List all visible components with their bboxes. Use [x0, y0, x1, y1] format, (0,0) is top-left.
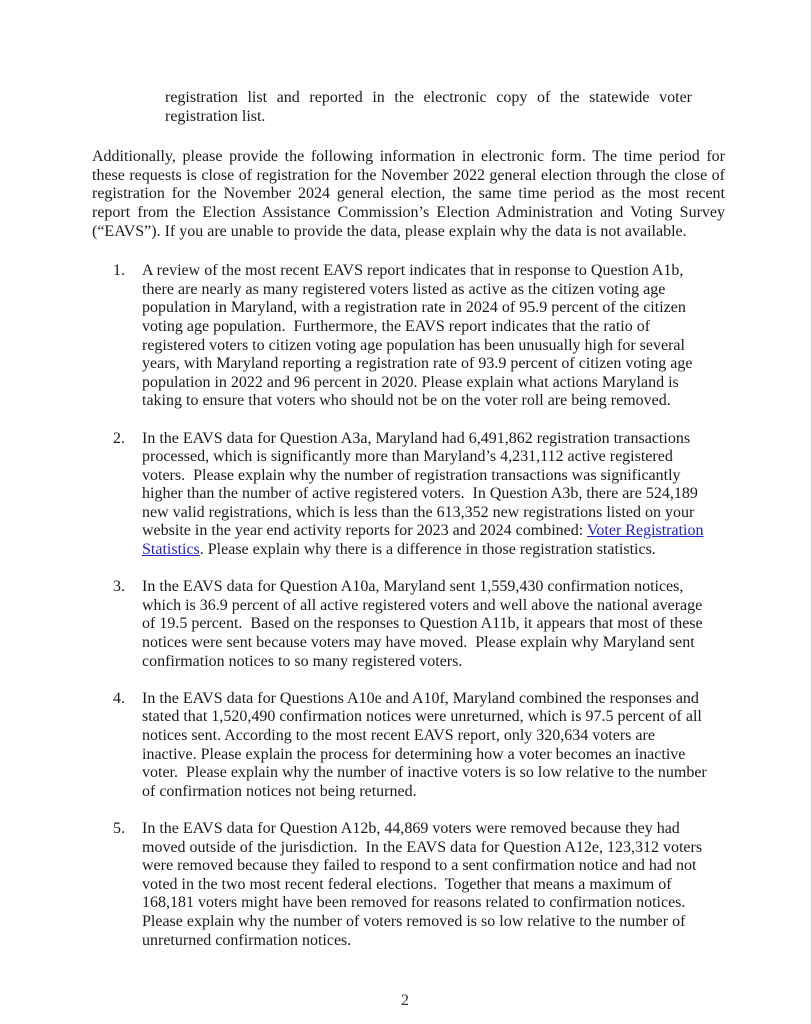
intro-paragraph: Additionally, please provide the following information in electronic form. The time period for these requests is close of registration for the November 2022 general election through the close of registration for the November 2024 general election, the same time period as the most recent report from the Election Assistance Commission’s Election Administration and Voting Survey (“EAVS”). If you are unable to provide the data, please explain why the data is not available. [92, 148, 725, 240]
list-item-3 [113, 578, 712, 671]
list-item-5-number: 5. [113, 819, 125, 837]
list-item-2-number: 2. [113, 429, 125, 447]
list-item-5 [113, 820, 712, 950]
request-list [113, 262, 712, 950]
list-item-2 [113, 430, 712, 560]
list-item-3-number: 3. [113, 578, 125, 596]
voter-registration-statistics-link[interactable]: Voter Registration Statistics [142, 522, 704, 559]
list-item-4-number: 4. [113, 689, 125, 707]
list-item-5-text: In the EAVS data for Question A12b, 44,869 voters were removed because they had moved outside of the jurisdiction. In the EAVS data for Question A12e, 123,312 voters were removed because they failed to respond to a sent confirmation notice and had not voted in the two most recent federal elections. Together that means a maximum of 168,181 voters might have been removed for reasons related to confirmation notices. Please explain why the number of voters removed is so low relative to the number of unreturned confirmation notices. [142, 819, 707, 949]
list-item-1 [113, 262, 712, 411]
list-item-2-text-after-link: . Please explain why there is a difference in those registration statistics. [199, 541, 656, 559]
list-item-3-text: In the EAVS data for Question A10a, Maryland sent 1,559,430 confirmation notices, which is 36.9 percent of all active registered voters and well above the national average of 19.5 percent. Based on the responses to Question A11b, it appears that most of these notices were sent because voters may have moved. Please explain why Maryland sent confirmation notices to so many registered voters. [142, 578, 707, 670]
quoted-fragment-paragraph: registration list and reported in the electronic copy of the statewide voter registration list. [165, 89, 692, 125]
list-item-1-number: 1. [113, 262, 125, 280]
list-item-4 [113, 690, 712, 802]
list-item-1-text: A review of the most recent EAVS report indicates that in response to Question A1b, there are nearly as many registered voters listed as active as the citizen voting age population in Maryland, with a registration rate in 2024 of 95.9 percent of the citizen voting age population. Furthermore, the EAVS report indicates that the ratio of registered voters to citizen voting age population has been unusually high for several years, with Maryland reporting a registration rate of 93.9 percent of citizen voting age population in 2022 and 96 percent in 2020. Please explain what actions Maryland is taking to ensure that voters who should not be on the voter roll are being removed. [142, 262, 697, 410]
page-number: 2 [401, 992, 409, 1009]
list-item-4-text: In the EAVS data for Questions A10e and A10f, Maryland combined the responses and stated that 1,520,490 confirmation notices were unreturned, which is 97.5 percent of all notices sent. According to the most recent EAVS report, only 320,634 voters are inactive. Please explain the process for determining how a voter becomes an inactive voter. Please explain why the number of inactive voters is so low relative to the number of confirmation notices not being returned. [142, 689, 711, 800]
list-item-2-text-before-link: In the EAVS data for Question A3a, Maryland had 6,491,862 registration transactions processed, which is significantly more than Maryland’s 4,231,112 active registered voters. Please explain why the number of registration transactions was significantly higher than the number of active registered voters. In Question A3b, there are 524,189 new valid registrations, which is less than the 613,352 new registrations listed on your website in the year end activity reports for 2023 and 2024 combined: [142, 429, 702, 540]
document-body [92, 89, 725, 969]
